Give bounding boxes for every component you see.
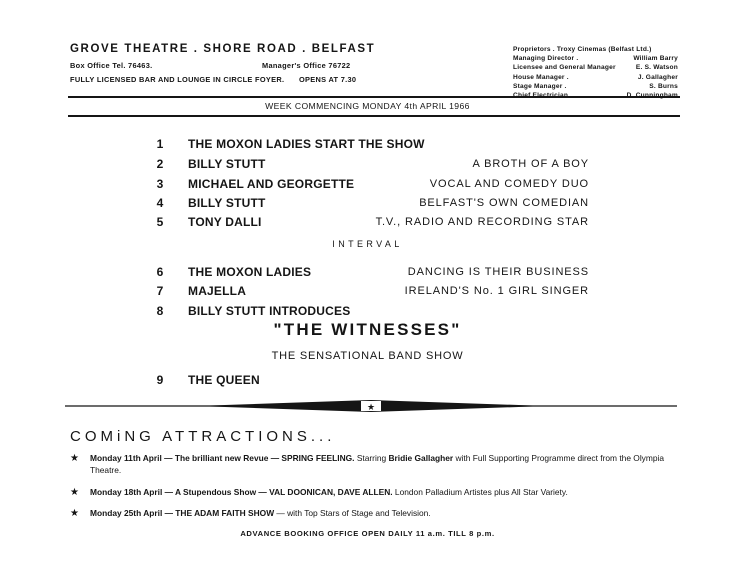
- act-number: 2: [156, 157, 164, 171]
- interval-label: INTERVAL: [332, 239, 403, 249]
- star-icon: ★: [70, 487, 79, 498]
- attraction-item: Monday 11th April — The brilliant new Revue — SPRING FEELING. Starring Bridie Gallagher with Full Supporting Programme direct from the Olympia Theatre.: [90, 453, 665, 475]
- act-description: A BROTH OF A BOY: [472, 158, 589, 170]
- star-icon: ★: [70, 508, 79, 519]
- headliner-subtitle: THE SENSATIONAL BAND SHOW: [271, 350, 464, 362]
- opens-time: OPENS AT 7.30: [299, 75, 357, 84]
- managers-office: Manager's Office 76722: [262, 61, 351, 70]
- act-number: 4: [156, 196, 164, 210]
- licensed-bar: FULLY LICENSED BAR AND LOUNGE IN CIRCLE FOYER.: [70, 75, 285, 84]
- act-name: MICHAEL AND GEORGETTE: [188, 177, 355, 191]
- theatre-name: GROVE THEATRE . SHORE ROAD . BELFAST: [70, 43, 376, 55]
- act-description: VOCAL AND COMEDY DUO: [429, 178, 589, 190]
- headliner-title: "THE WITNESSES": [273, 320, 462, 339]
- ornament-divider: [65, 396, 677, 416]
- act-description: DANCING IS THEIR BUSINESS: [407, 266, 589, 278]
- staff-row: Licensee and General Manager E. S. Watson: [513, 64, 678, 72]
- act-name: THE QUEEN: [188, 373, 260, 387]
- act-name: BILLY STUTT: [188, 196, 266, 210]
- act-name: BILLY STUTT INTRODUCES: [188, 304, 351, 318]
- coming-attractions-title: COMiNG ATTRACTIONS...: [70, 428, 336, 445]
- act-number: 6: [156, 265, 164, 279]
- advance-booking: ADVANCE BOOKING OFFICE OPEN DAILY 11 a.m. TILL 8 p.m.: [240, 529, 495, 538]
- attraction-item: Monday 18th April — A Stupendous Show — VAL DOONICAN, DAVE ALLEN. London Palladium Artistes plus All Star Variety.: [90, 487, 568, 497]
- staff-row: Managing Director . William Barry: [513, 55, 678, 63]
- act-number: 7: [156, 284, 164, 298]
- divider-week: [68, 115, 680, 117]
- week-commencing: WEEK COMMENCING MONDAY 4th APRIL 1966: [265, 101, 470, 111]
- act-number: 9: [156, 373, 164, 387]
- act-name: MAJELLA: [188, 284, 247, 298]
- divider-top: [68, 96, 680, 98]
- staff-row: House Manager . J. Gallagher: [513, 73, 678, 81]
- act-number: 5: [156, 215, 164, 229]
- act-description: T.V., RADIO AND RECORDING STAR: [375, 216, 589, 228]
- act-name: THE MOXON LADIES START THE SHOW: [188, 137, 425, 151]
- act-description: BELFAST'S OWN COMEDIAN: [419, 197, 589, 209]
- act-name: BILLY STUTT: [188, 157, 266, 171]
- act-number: 8: [156, 304, 164, 318]
- staff-row: Proprietors . Troxy Cinemas (Belfast Ltd.): [513, 46, 652, 53]
- attraction-item: Monday 25th April — THE ADAM FAITH SHOW — with Top Stars of Stage and Television.: [90, 508, 431, 518]
- act-number: 1: [156, 137, 164, 151]
- staff-row: Stage Manager . S. Burns: [513, 82, 678, 90]
- star-icon: ★: [366, 403, 376, 413]
- star-icon: ★: [70, 453, 79, 464]
- act-number: 3: [156, 177, 164, 191]
- act-description: IRELAND'S No. 1 GIRL SINGER: [404, 285, 589, 297]
- act-name: THE MOXON LADIES: [188, 265, 312, 279]
- box-office: Box Office Tel. 76463.: [70, 61, 153, 70]
- act-name: TONY DALLI: [188, 215, 262, 229]
- staff-list: [513, 45, 678, 100]
